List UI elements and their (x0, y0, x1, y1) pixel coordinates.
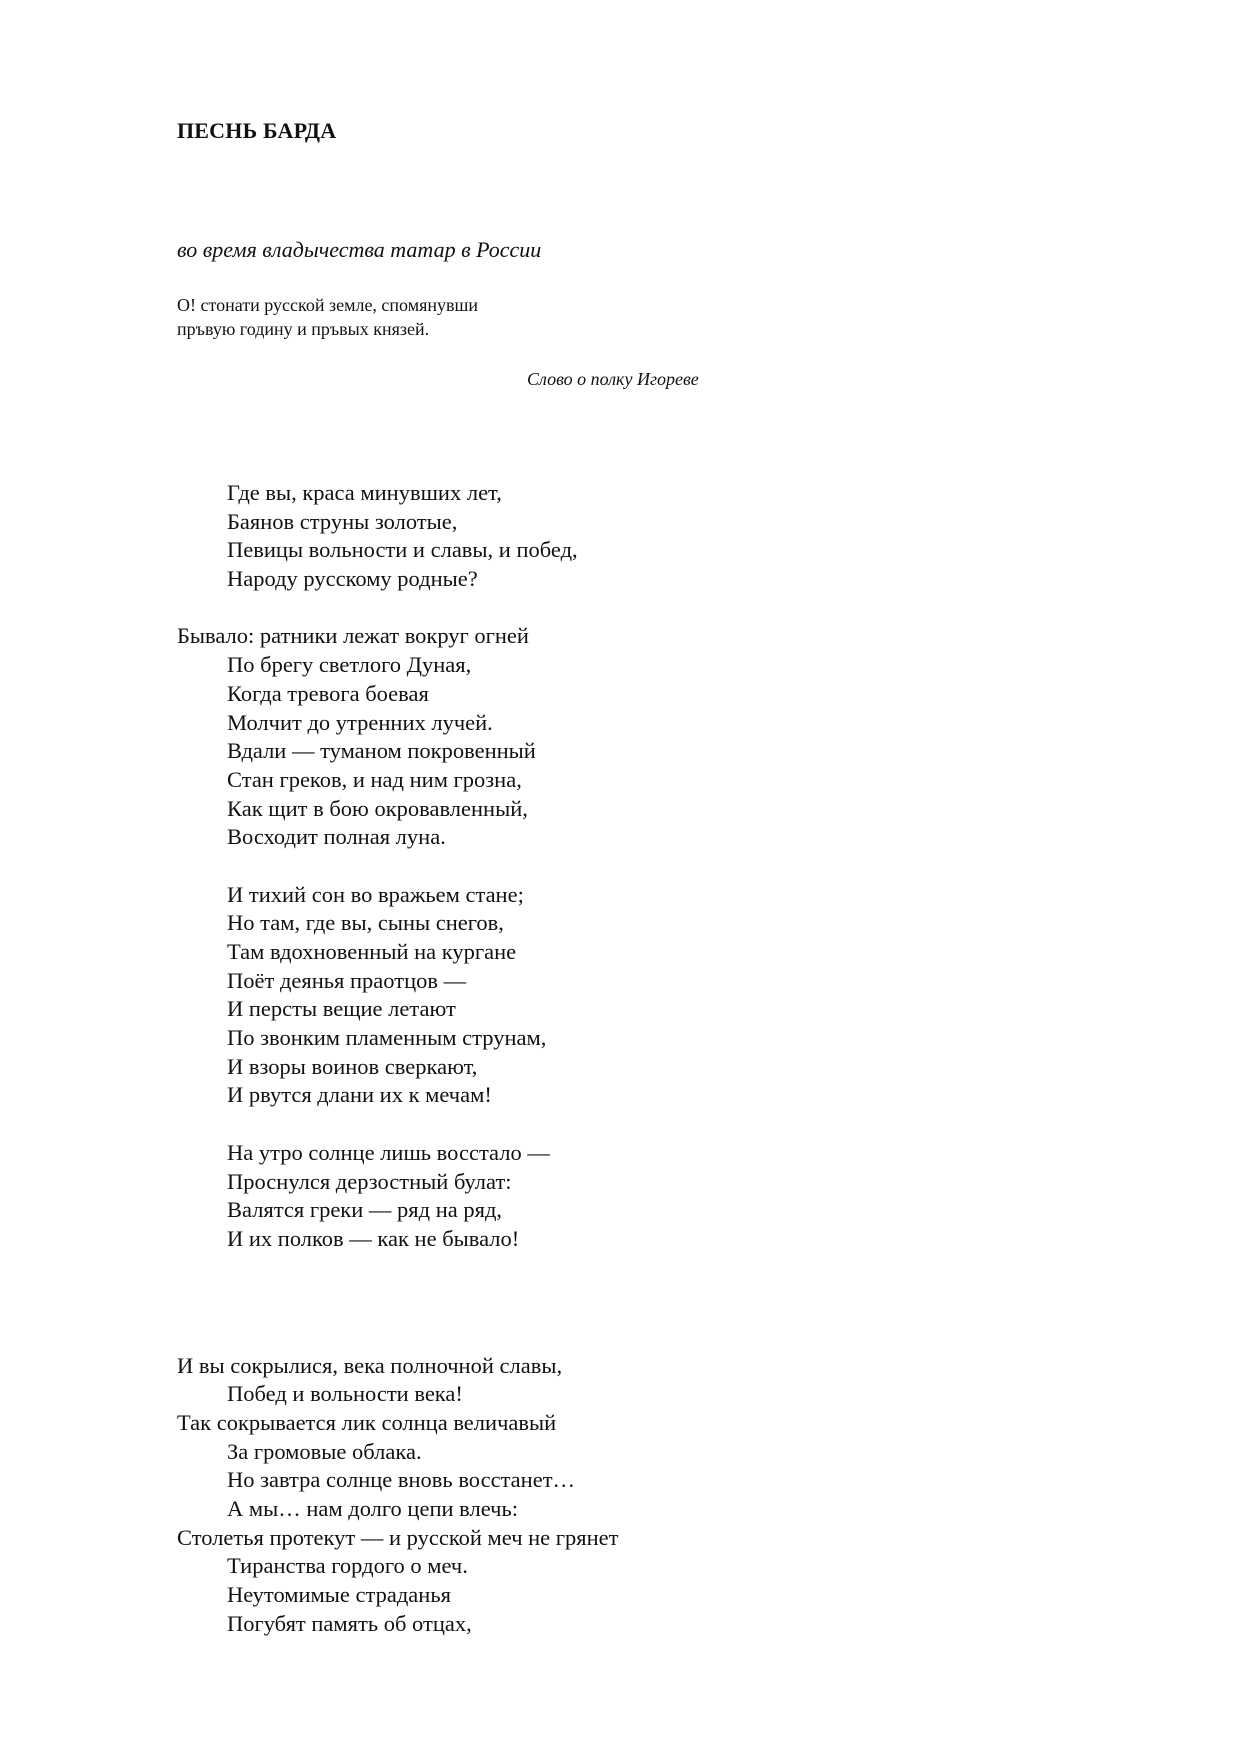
verse-line: И взоры воинов сверкают, (227, 1053, 478, 1079)
verse-line: Где вы, краса минувших лет, (227, 480, 502, 505)
verse-line: Вдали — туманом покровенный (227, 738, 536, 764)
epigraph (177, 293, 478, 341)
stanza-3 (177, 881, 619, 1111)
verse-line: И вы сокрылися, века полночной славы, (177, 1352, 563, 1378)
verse-line: Тиранства гордого о меч. (227, 1553, 468, 1579)
verse-line: Певицы вольности и славы, и побед, (227, 537, 578, 563)
stanza-2 (177, 622, 619, 852)
verse-line: По звонким пламенным струнам, (227, 1025, 547, 1051)
epigraph-line: пръвую годину и пръвых князей. (177, 319, 430, 339)
verse-line: И тихий сон во вражьем стане; (227, 881, 524, 907)
section-gap (177, 1254, 619, 1352)
verse-line: Когда тревога боевая (227, 680, 429, 706)
poem-title: ПЕСНЬ БАРДА (177, 118, 337, 143)
verse-line: Валятся греки — ряд на ряд, (227, 1197, 503, 1223)
verse-line: А мы… нам долго цепи влечь: (227, 1496, 518, 1521)
stanza-4 (177, 1139, 619, 1254)
verse-line: Как щит в бою окровавленный, (227, 795, 528, 821)
epigraph-line: О! стонати русской земле, спомянувши (177, 295, 479, 315)
verse-line: Стан греков, и над ним грозна, (227, 766, 522, 792)
poem-body (177, 479, 619, 1638)
verse-line: За громовые облака. (227, 1438, 422, 1464)
verse-line: По брегу светлого Дуная, (227, 652, 472, 678)
verse-line: Так сокрывается лик солнца величавый (177, 1409, 557, 1435)
stanza-5 (177, 1352, 619, 1639)
verse-line: Восходит полная луна. (227, 824, 446, 850)
verse-line: Побед и вольности века! (227, 1381, 463, 1407)
verse-line: Народу русскому родные? (227, 566, 478, 592)
verse-line: Но там, где вы, сыны снегов, (227, 910, 504, 936)
stanza-gap (177, 1110, 619, 1139)
verse-line: Молчит до утренних лучей. (227, 709, 493, 735)
verse-line: Но завтра солнце вновь восстанет… (227, 1467, 576, 1493)
verse-line: Неутомимые страданья (227, 1582, 451, 1608)
verse-line: На утро солнце лишь восстало — (227, 1139, 550, 1165)
verse-line: Столетья протекут — и русской меч не грянет (177, 1524, 619, 1550)
verse-line: Поёт деянья праотцов — (227, 967, 467, 993)
epigraph-source: Слово о полку Игореве (527, 369, 699, 389)
poem-subtitle: во время владычества татар в России (177, 237, 542, 262)
stanza-gap (177, 852, 619, 881)
verse-line: И персты вещие летают (227, 996, 456, 1022)
verse-line: Проснулся дерзостный булат: (227, 1168, 512, 1194)
verse-line: Баянов струны золотые, (227, 508, 458, 534)
verse-line: Бывало: ратники лежат вокруг огней (177, 623, 529, 649)
stanza-gap (177, 594, 619, 623)
verse-line: И рвутся длани их к мечам! (227, 1082, 492, 1108)
stanza-1 (177, 479, 619, 594)
verse-line: И их полков — как не бывало! (227, 1225, 520, 1251)
verse-line: Там вдохновенный на кургане (227, 939, 517, 964)
verse-line: Погубят память об отцах, (227, 1610, 472, 1636)
